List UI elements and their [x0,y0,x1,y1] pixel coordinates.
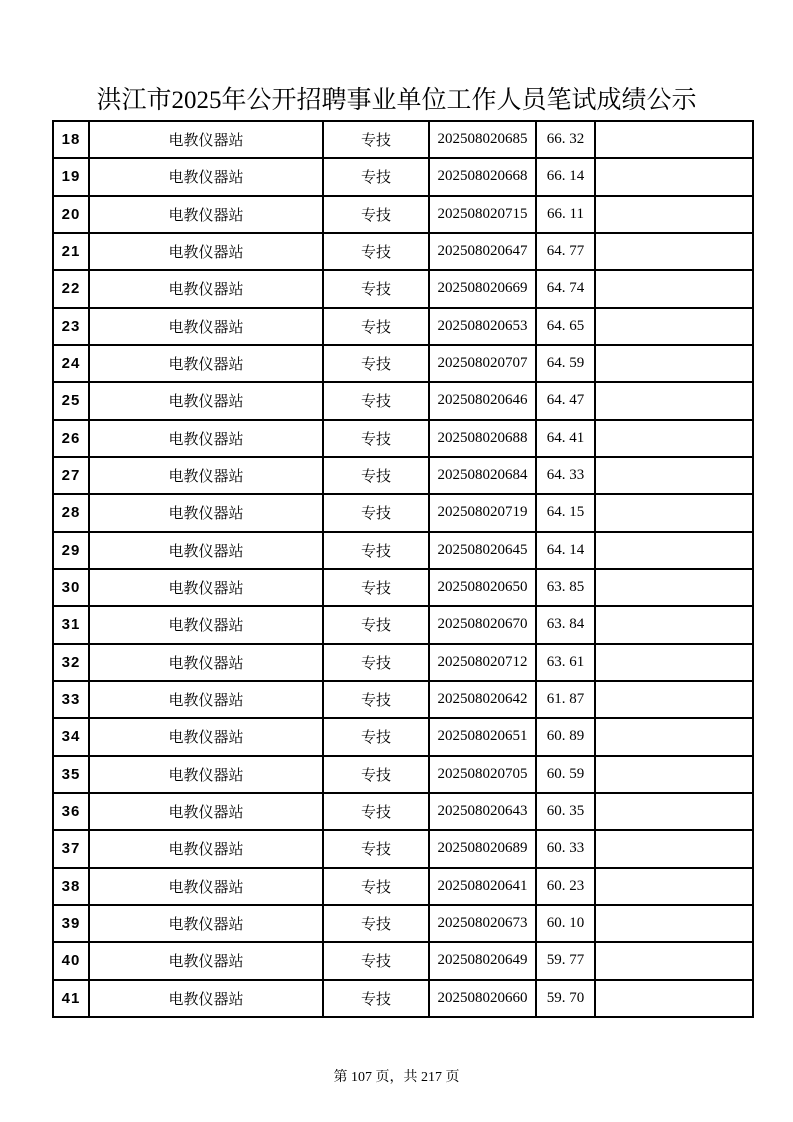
table-row [53,830,753,867]
exam-number-cell: 202508020705 [429,756,536,793]
unit-cell: 电教仪器站 [89,793,323,830]
unit-cell: 电教仪器站 [89,868,323,905]
unit-cell: 电教仪器站 [89,382,323,419]
position-type-cell: 专技 [323,532,429,569]
position-type-cell: 专技 [323,382,429,419]
position-type-cell: 专技 [323,420,429,457]
row-number-cell: 24 [53,345,89,382]
exam-number-cell: 202508020649 [429,942,536,979]
score-cell: 66. 11 [536,196,595,233]
position-type-cell: 专技 [323,345,429,382]
table-row [53,569,753,606]
exam-number-cell: 202508020673 [429,905,536,942]
table-row [53,718,753,755]
note-cell [595,942,753,979]
exam-number-cell: 202508020670 [429,606,536,643]
exam-number-cell: 202508020685 [429,121,536,158]
position-type-cell: 专技 [323,830,429,867]
position-type-cell: 专技 [323,196,429,233]
table-row [53,905,753,942]
row-number-cell: 28 [53,494,89,531]
note-cell [595,718,753,755]
table-row [53,233,753,270]
row-number-cell: 39 [53,905,89,942]
position-type-cell: 专技 [323,756,429,793]
note-cell [595,830,753,867]
exam-number-cell: 202508020653 [429,308,536,345]
table-row [53,457,753,494]
page-title: 洪江市2025年公开招聘事业单位工作人员笔试成绩公示 [96,87,697,114]
row-number-cell: 36 [53,793,89,830]
unit-cell: 电教仪器站 [89,494,323,531]
score-cell: 60. 10 [536,905,595,942]
exam-number-cell: 202508020712 [429,644,536,681]
unit-cell: 电教仪器站 [89,644,323,681]
unit-cell: 电教仪器站 [89,532,323,569]
score-cell: 64. 41 [536,420,595,457]
position-type-cell: 专技 [323,868,429,905]
row-number-cell: 22 [53,270,89,307]
table-row [53,606,753,643]
position-type-cell: 专技 [323,494,429,531]
score-cell: 63. 84 [536,606,595,643]
table-row [53,382,753,419]
note-cell [595,308,753,345]
row-number-cell: 29 [53,532,89,569]
exam-number-cell: 202508020645 [429,532,536,569]
score-cell: 64. 15 [536,494,595,531]
exam-number-cell: 202508020707 [429,345,536,382]
score-cell: 61. 87 [536,681,595,718]
row-number-cell: 23 [53,308,89,345]
note-cell [595,382,753,419]
score-cell: 59. 77 [536,942,595,979]
position-type-cell: 专技 [323,457,429,494]
score-cell: 60. 35 [536,793,595,830]
note-cell [595,905,753,942]
unit-cell: 电教仪器站 [89,196,323,233]
position-type-cell: 专技 [323,942,429,979]
unit-cell: 电教仪器站 [89,270,323,307]
exam-number-cell: 202508020719 [429,494,536,531]
score-cell: 60. 23 [536,868,595,905]
unit-cell: 电教仪器站 [89,457,323,494]
note-cell [595,569,753,606]
position-type-cell: 专技 [323,606,429,643]
unit-cell: 电教仪器站 [89,121,323,158]
row-number-cell: 21 [53,233,89,270]
position-type-cell: 专技 [323,980,429,1017]
row-number-cell: 34 [53,718,89,755]
table-row [53,308,753,345]
position-type-cell: 专技 [323,718,429,755]
table-row [53,532,753,569]
unit-cell: 电教仪器站 [89,718,323,755]
note-cell [595,532,753,569]
unit-cell: 电教仪器站 [89,308,323,345]
table-row [53,196,753,233]
note-cell [595,756,753,793]
unit-cell: 电教仪器站 [89,681,323,718]
score-cell: 60. 89 [536,718,595,755]
unit-cell: 电教仪器站 [89,830,323,867]
table-row [53,270,753,307]
unit-cell: 电教仪器站 [89,345,323,382]
score-cell: 60. 33 [536,830,595,867]
unit-cell: 电教仪器站 [89,905,323,942]
exam-number-cell: 202508020660 [429,980,536,1017]
note-cell [595,457,753,494]
row-number-cell: 19 [53,158,89,195]
exam-number-cell: 202508020715 [429,196,536,233]
note-cell [595,681,753,718]
score-cell: 64. 77 [536,233,595,270]
exam-number-cell: 202508020641 [429,868,536,905]
row-number-cell: 18 [53,121,89,158]
table-row [53,756,753,793]
exam-number-cell: 202508020647 [429,233,536,270]
table-row [53,420,753,457]
row-number-cell: 35 [53,756,89,793]
unit-cell: 电教仪器站 [89,606,323,643]
exam-number-cell: 202508020643 [429,793,536,830]
table-row [53,121,753,158]
table-row [53,158,753,195]
row-number-cell: 37 [53,830,89,867]
position-type-cell: 专技 [323,793,429,830]
score-cell: 64. 33 [536,457,595,494]
unit-cell: 电教仪器站 [89,980,323,1017]
table-row [53,868,753,905]
note-cell [595,644,753,681]
score-cell: 64. 47 [536,382,595,419]
score-cell: 66. 14 [536,158,595,195]
note-cell [595,868,753,905]
score-cell: 64. 59 [536,345,595,382]
unit-cell: 电教仪器站 [89,158,323,195]
table-row [53,793,753,830]
page-number-footer: 第 107 页，共 217 页 [333,1070,460,1085]
note-cell [595,270,753,307]
position-type-cell: 专技 [323,569,429,606]
table-row [53,980,753,1017]
unit-cell: 电教仪器站 [89,756,323,793]
unit-cell: 电教仪器站 [89,233,323,270]
note-cell [595,420,753,457]
position-type-cell: 专技 [323,681,429,718]
row-number-cell: 31 [53,606,89,643]
exam-number-cell: 202508020669 [429,270,536,307]
exam-number-cell: 202508020689 [429,830,536,867]
unit-cell: 电教仪器站 [89,569,323,606]
note-cell [595,793,753,830]
table-row [53,942,753,979]
note-cell [595,196,753,233]
unit-cell: 电教仪器站 [89,420,323,457]
unit-cell: 电教仪器站 [89,942,323,979]
table-row [53,681,753,718]
row-number-cell: 20 [53,196,89,233]
exam-number-cell: 202508020642 [429,681,536,718]
position-type-cell: 专技 [323,308,429,345]
note-cell [595,158,753,195]
position-type-cell: 专技 [323,270,429,307]
position-type-cell: 专技 [323,158,429,195]
score-cell: 64. 14 [536,532,595,569]
note-cell [595,345,753,382]
row-number-cell: 27 [53,457,89,494]
note-cell [595,980,753,1017]
position-type-cell: 专技 [323,644,429,681]
row-number-cell: 38 [53,868,89,905]
score-cell: 59. 70 [536,980,595,1017]
exam-number-cell: 202508020668 [429,158,536,195]
score-cell: 63. 85 [536,569,595,606]
table-row [53,644,753,681]
note-cell [595,606,753,643]
exam-number-cell: 202508020646 [429,382,536,419]
position-type-cell: 专技 [323,905,429,942]
score-cell: 60. 59 [536,756,595,793]
row-number-cell: 40 [53,942,89,979]
row-number-cell: 41 [53,980,89,1017]
position-type-cell: 专技 [323,121,429,158]
exam-number-cell: 202508020684 [429,457,536,494]
table-row [53,494,753,531]
note-cell [595,121,753,158]
note-cell [595,494,753,531]
exam-number-cell: 202508020651 [429,718,536,755]
position-type-cell: 专技 [323,233,429,270]
row-number-cell: 32 [53,644,89,681]
score-cell: 66. 32 [536,121,595,158]
exam-number-cell: 202508020688 [429,420,536,457]
exam-number-cell: 202508020650 [429,569,536,606]
note-cell [595,233,753,270]
row-number-cell: 30 [53,569,89,606]
row-number-cell: 26 [53,420,89,457]
row-number-cell: 25 [53,382,89,419]
score-cell: 64. 74 [536,270,595,307]
score-cell: 63. 61 [536,644,595,681]
row-number-cell: 33 [53,681,89,718]
table-row [53,345,753,382]
score-cell: 64. 65 [536,308,595,345]
scores-table [52,120,754,1018]
